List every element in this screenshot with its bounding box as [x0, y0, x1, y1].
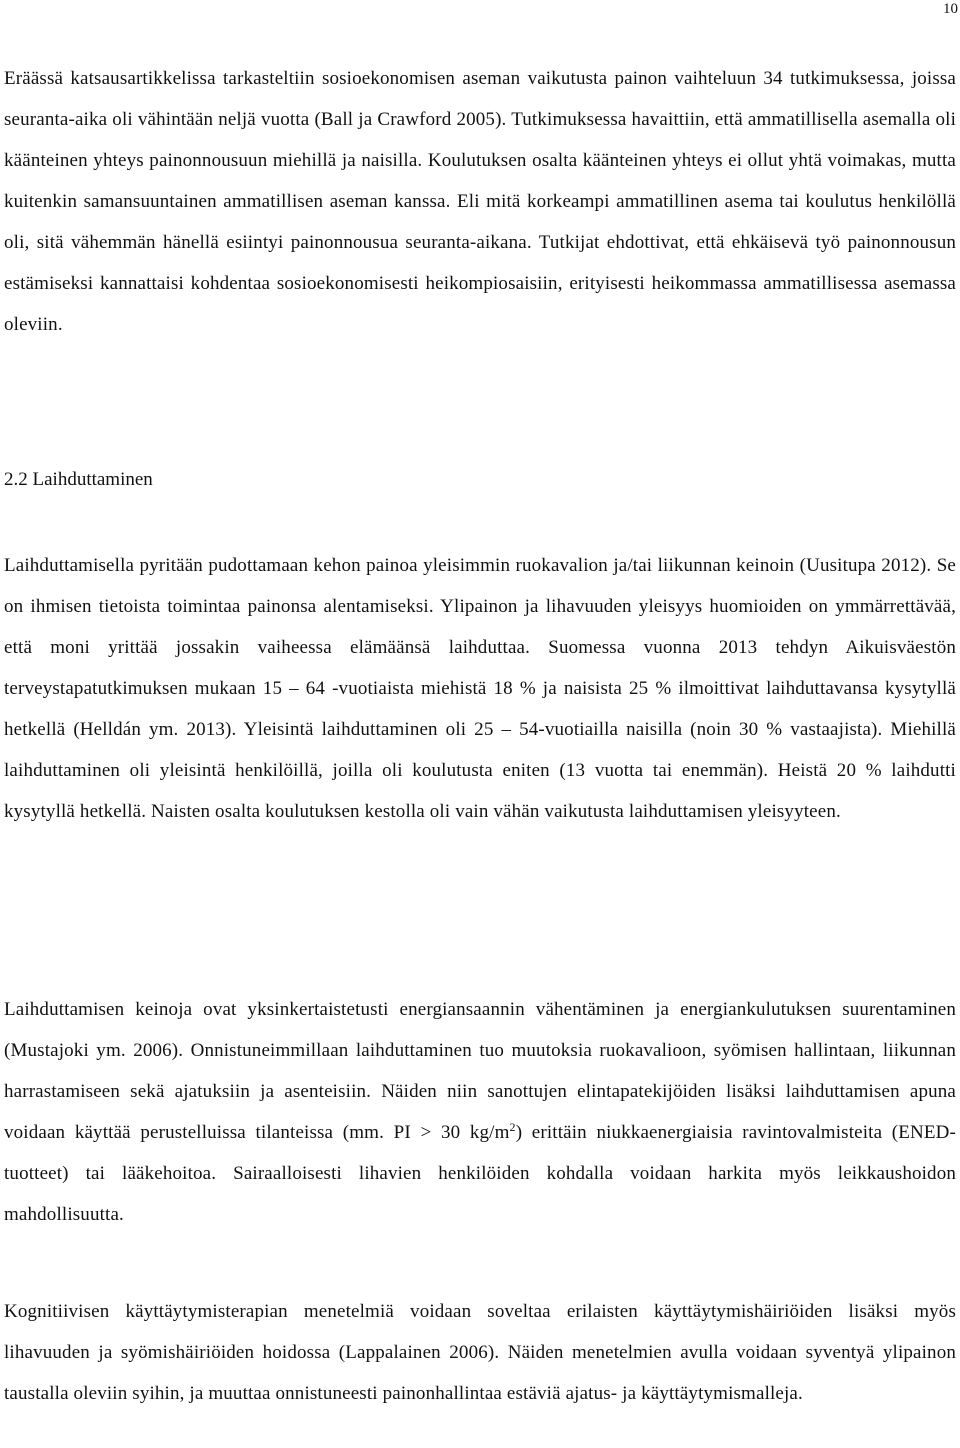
paragraph-weight-loss-definition: Laihduttamisella pyritään pudottamaan kehon painoa yleisimmin ruokavalion ja/tai liikunnan keinoin (Uusitupa 2012). Se on ihmisen tietoista toimintaa painonsa alentamiseksi. Ylipainon ja lihavuuden yleisyys huomioiden on ymmärrettävää, että moni yrittää jossakin vaiheessa elämäänsä laihduttaa. Suomessa vuonna 2013 tehdyn Aikuisväestön terveystapatutkimuksen mukaan 15 – 64 -vuotiaista miehistä 18 % ja naisista 25 % ilmoittivat laihduttavansa kysytyllä hetkellä (Helldán ym. 2013). Yleisintä laihduttaminen oli 25 – 54-vuotiailla naisilla (noin 30 % vastaajista). Miehillä laihduttaminen oli yleisintä henkilöillä, joilla oli koulutusta eniten (13 vuotta tai enemmän). Heistä 20 % laihdutti kysytyllä hetkellä. Naisten osalta koulutuksen kestolla oli vain vähän vaikutusta laihduttamisen yleisyyteen. [4, 555, 956, 822]
paragraph-socioeconomic-review: Eräässä katsausartikkelissa tarkasteltiin sosioekonomisen aseman vaikutusta painon vaihteluun 34 tutkimuksessa, joissa seuranta-aika oli vähintään neljä vuotta (Ball ja Crawford 2005). Tutkimuksessa havaittiin, että ammatillisella asemalla oli käänteinen yhteys painonnousuun miehillä ja naisilla. Koulutuksen osalta käänteinen yhteys ei ollut yhtä voimakas, mutta kuitenkin samansuuntainen ammatillisen aseman kanssa. Eli mitä korkeampi ammatillinen asema tai koulutus henkilöllä oli, sitä vähemmän hänellä esiintyi painonnousua seuranta-aikana. Tutkijat ehdottivat, että ehkäisevä työ painonnousun estämiseksi kannattaisi kohdentaa sosioekonomisesti heikompiosaisiin, erityisesti heikommassa ammatillisessa asemassa oleviin. [4, 68, 956, 335]
page-number: 10 [943, 1, 958, 17]
paragraph-text-part: Laihduttamisen keinoja ovat yksinkertaistetusti energiansaannin vähentäminen ja energiankulutuksen suurentaminen (Mustajoki ym. 2006). Onnistuneimmillaan laihduttaminen tuo muutoksia ruokavalioon, syömisen hallintaan, liikunnan harrastamiseen sekä ajatuksiin ja asenteisiin. Näiden niin sanottujen elintapatekijöiden lisäksi laihduttamisen apuna voidaan käyttää perustelluissa tilanteissa (mm. PI > 30 kg/m [4, 999, 956, 1143]
section-heading: 2.2 Laihduttaminen [4, 469, 153, 490]
paragraph-text-part: ) erittäin niukkaenergiaisia ravintovalmisteita (ENED-tuotteet) tai lääkehoitoa. Sairaalloisesti lihavien henkilöiden kohdalla voidaan harkita myös leikkaushoidon mahdollisuutta. [4, 1122, 957, 1225]
superscript-exponent: 2 [509, 1120, 516, 1134]
paragraph-weight-loss-methods [4, 989, 956, 1235]
paragraph-cognitive-therapy: Kognitiivisen käyttäytymisterapian menetelmiä voidaan soveltaa erilaisten käyttäytymishäiriöiden lisäksi myös lihavuuden ja syömishäiriöiden hoidossa (Lappalainen 2006). Näiden menetelmien avulla voidaan syventyä ylipainon taustalla oleviin syihin, ja muuttaa onnistuneesti painonhallintaa estäviä ajatus- ja käyttäytymismalleja. [4, 1301, 956, 1404]
